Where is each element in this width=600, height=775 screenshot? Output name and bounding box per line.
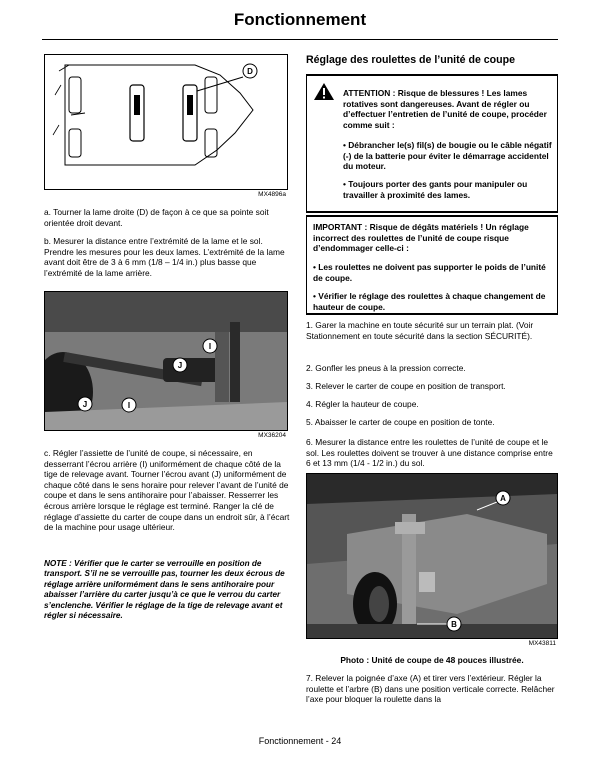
caster-wheel-photo xyxy=(306,473,558,639)
step-1: 1. Garer la machine en toute sécurité sur un terrain plat. (Voir Stationnement en toute sécurité dans la section SÉCURITÉ). xyxy=(306,320,534,341)
step-4: 4. Régler la hauteur de coupe. xyxy=(306,399,419,409)
fig3-label-b: B xyxy=(451,620,457,629)
important-bullet-2: • Vérifier le réglage des roulettes à chaque changement de hauteur de coupe. xyxy=(313,291,546,312)
warning-icon xyxy=(313,82,335,101)
step-6: 6. Mesurer la distance entre les roulettes de l’unité de coupe et le sol. Les roulettes doivent se trouver à une distance comprise entre 6 et 13 mm (1/4 - 1/2 in.) du sol. xyxy=(306,437,553,469)
fig3-label-a: A xyxy=(500,494,506,503)
step-3: 3. Relever le carter de coupe en position de transport. xyxy=(306,381,506,391)
trim-adjustment-photo xyxy=(44,291,288,431)
photo-caption: Photo : Unité de coupe de 48 pouces illustrée. xyxy=(340,655,524,665)
header-rule xyxy=(42,39,558,40)
attention-text: ATTENTION : Risque de blessures ! Les lames rotatives sont dangereuses. Avant de régler ou d’effectuer l’entretien de l’unité de coupe, procéder comme suit : xyxy=(343,88,547,130)
page-title: Fonctionnement xyxy=(233,10,367,29)
fig2-label-i2: I xyxy=(127,401,131,410)
fig2-label-j1: J xyxy=(177,361,183,370)
important-box xyxy=(306,215,558,315)
fig2-id: MX36204 xyxy=(258,432,286,439)
step-b: b. Mesurer la distance entre l’extrémité de la lame et le sol. Prendre les mesures pour les deux lames. L’extrémité de la lame avant doit être de 3 à 6 mm (1/8 – 1/4 in.) plus basse que l’extrémité de la lame arrière. xyxy=(44,236,285,278)
step-7: 7. Relever la poignée d’axe (A) et tirer vers l’extérieur. Régler la roulette et l’arbre (B) dans une position verticale correcte. Relâcher l’axe pour bloquer la roulette dans la xyxy=(306,673,555,705)
step-a: a. Tourner la lame droite (D) de façon à ce que sa pointe soit orientée droit devant. xyxy=(44,207,269,228)
fig2-label-j2: J xyxy=(82,400,88,409)
fig2-label-i1: I xyxy=(208,342,212,351)
fig1-label-d: D xyxy=(247,67,253,76)
important-bullet-1: • Les roulettes ne doivent pas supporter le poids de l’unité de coupe. xyxy=(313,262,546,283)
fig1-id: MX4896a xyxy=(258,191,286,198)
fig3-id: MX43811 xyxy=(528,640,556,647)
attention-box xyxy=(306,74,558,213)
important-text: IMPORTANT : Risque de dégâts matériels ! Un réglage incorrect des roulettes de l’unité de coupe risque d’endommager celle-ci : xyxy=(313,222,529,254)
section-title: Réglage des roulettes de l’unité de coupe xyxy=(306,54,515,66)
page-footer: Fonctionnement - 24 xyxy=(258,736,342,746)
step-2: 2. Gonfler les pneus à la pression correcte. xyxy=(306,363,466,373)
attention-bullet-1: • Débrancher le(s) fil(s) de bougie ou le câble négatif (-) de la batterie pour éviter le démarrage accidentel du moteur. xyxy=(343,140,552,172)
step-5: 5. Abaisser le carter de coupe en position de tonte. xyxy=(306,417,495,427)
attention-bullet-2: • Toujours porter des gants pour manipuler ou travailler à proximité des lames. xyxy=(343,179,528,200)
blade-diagram xyxy=(44,54,288,190)
step-c: c. Régler l’assiette de l’unité de coupe, si nécessaire, en desserrant l’écrou arrière (I) uniformément de chaque côté de la tige de relevage avant. Tourner l’écrou avant (J) uniformément de chaque côté dans le sens horaire pour relever l’avant de l’unité de coupe et dans le sens antihoraire pour l’abaisser. Resserrer les écrous arrière lorsque le réglage est terminé. Ranger la clé de réglage d’assiette du carter de coupe dans un endroit sûr, à l’écart de la machine pour usage ultérieur. xyxy=(44,448,290,533)
note-block: NOTE : Vérifier que le carter se verrouille en position de transport. S’il ne se verrouille pas, tourner les deux écrous de réglage arrière uniformément dans le sens antihoraire pour abaisser l’arrière du carter jusqu’à ce que le verrou du carter s’enclenche. Vérifier le réglage de la tige de relevage avant et régler si nécessaire. xyxy=(44,559,285,621)
